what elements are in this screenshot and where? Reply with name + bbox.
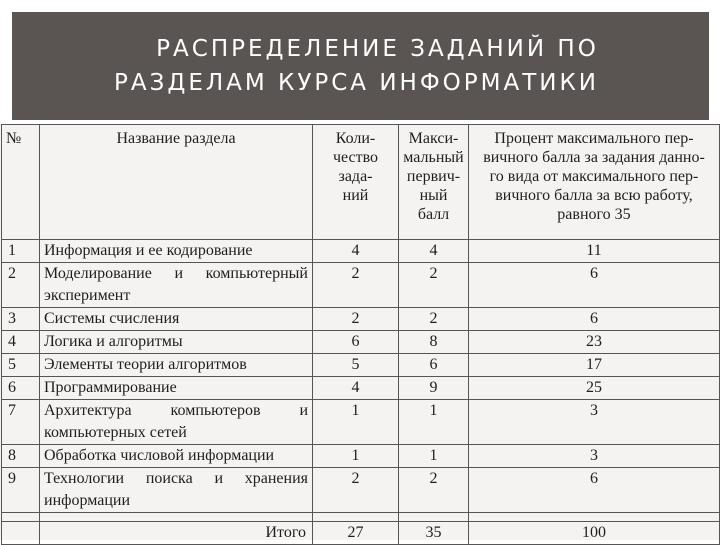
row-num: 7 xyxy=(2,400,40,445)
table-row xyxy=(2,377,720,400)
header-percent-line: вичного балла за всю работу, xyxy=(495,187,693,204)
header-percent-line: го вида от максимального пер- xyxy=(489,168,699,185)
row-percent: 6 xyxy=(469,308,720,331)
row-max: 2 xyxy=(399,308,469,331)
header-num: № xyxy=(2,125,40,240)
row-percent: 11 xyxy=(469,240,720,263)
row-percent: 3 xyxy=(469,400,720,445)
header-count-line: чество xyxy=(332,149,379,166)
total-label: Итого xyxy=(40,522,313,545)
header-max-line: мальный xyxy=(403,149,464,166)
row-percent: 6 xyxy=(469,263,720,308)
row-count: 1 xyxy=(313,400,399,445)
header-percent-line: Процент максимального пер- xyxy=(494,130,694,147)
row-count: 2 xyxy=(313,308,399,331)
table-row xyxy=(2,468,720,513)
row-num: 1 xyxy=(2,240,40,263)
title-banner xyxy=(12,12,709,120)
row-count: 2 xyxy=(313,468,399,513)
header-max xyxy=(399,125,469,240)
row-max: 8 xyxy=(399,331,469,354)
spacer-cell xyxy=(40,513,313,522)
row-max: 4 xyxy=(399,240,469,263)
spacer-cell xyxy=(2,513,40,522)
table-row xyxy=(2,240,720,263)
row-num: 2 xyxy=(2,263,40,308)
table-row xyxy=(2,445,720,468)
total-count: 27 xyxy=(313,522,399,545)
table-row xyxy=(2,263,720,308)
row-name: Архитектура компьютеров и компьютерных сетей xyxy=(40,400,313,445)
table-row xyxy=(2,354,720,377)
row-max: 6 xyxy=(399,354,469,377)
header-count xyxy=(313,125,399,240)
spacer-row xyxy=(2,513,720,522)
header-percent-line: равного 35 xyxy=(557,206,631,223)
header-percent xyxy=(469,125,720,240)
row-num: 9 xyxy=(2,468,40,513)
table-row xyxy=(2,331,720,354)
row-max: 2 xyxy=(399,468,469,513)
row-percent: 25 xyxy=(469,377,720,400)
spacer-cell xyxy=(399,513,469,522)
table-header-row xyxy=(2,125,720,240)
header-count-line: зада- xyxy=(338,168,373,185)
row-percent: 6 xyxy=(469,468,720,513)
row-max: 1 xyxy=(399,400,469,445)
total-percent: 100 xyxy=(469,522,720,545)
header-max-line: Макси- xyxy=(408,130,459,147)
row-name: Элементы теории алгоритмов xyxy=(40,354,313,377)
row-num: 8 xyxy=(2,445,40,468)
total-max: 35 xyxy=(399,522,469,545)
row-num: 6 xyxy=(2,377,40,400)
header-count-line: Коли- xyxy=(335,130,376,147)
row-max: 1 xyxy=(399,445,469,468)
row-name: Информация и ее кодирование xyxy=(40,240,313,263)
header-name: Название раздела xyxy=(40,125,313,240)
row-count: 5 xyxy=(313,354,399,377)
header-max-line: балл xyxy=(417,206,450,223)
row-num: 5 xyxy=(2,354,40,377)
row-max: 2 xyxy=(399,263,469,308)
row-count: 6 xyxy=(313,331,399,354)
row-count: 4 xyxy=(313,240,399,263)
title-line-2: РАЗДЕЛАМ КУРСА ИНФОРМАТИКИ xyxy=(114,70,599,96)
row-count: 1 xyxy=(313,445,399,468)
distribution-table xyxy=(1,124,720,545)
row-count: 4 xyxy=(313,377,399,400)
row-num: 4 xyxy=(2,331,40,354)
table-container xyxy=(0,124,720,540)
table-row xyxy=(2,400,720,445)
total-empty-cell xyxy=(2,522,40,545)
row-name: Технологии поиска и хранения информации xyxy=(40,468,313,513)
spacer-cell xyxy=(313,513,399,522)
header-max-line: первич- xyxy=(406,168,461,185)
header-percent-line: вичного балла за задания данно- xyxy=(483,149,705,166)
header-count-line: ний xyxy=(342,187,369,204)
row-max: 9 xyxy=(399,377,469,400)
row-percent: 3 xyxy=(469,445,720,468)
row-name: Программирование xyxy=(40,377,313,400)
title-line-1: РАСПРЕДЕЛЕНИЕ ЗАДАНИЙ ПО xyxy=(156,36,599,62)
spacer-cell xyxy=(469,513,720,522)
table-row xyxy=(2,308,720,331)
row-name: Моделирование и компьютерный эксперимент xyxy=(40,263,313,308)
row-name: Обработка числовой информации xyxy=(40,445,313,468)
row-name: Логика и алгоритмы xyxy=(40,331,313,354)
row-count: 2 xyxy=(313,263,399,308)
row-percent: 17 xyxy=(469,354,720,377)
row-percent: 23 xyxy=(469,331,720,354)
total-row xyxy=(2,522,720,545)
header-max-line: ный xyxy=(419,187,448,204)
row-name: Системы счисления xyxy=(40,308,313,331)
row-num: 3 xyxy=(2,308,40,331)
